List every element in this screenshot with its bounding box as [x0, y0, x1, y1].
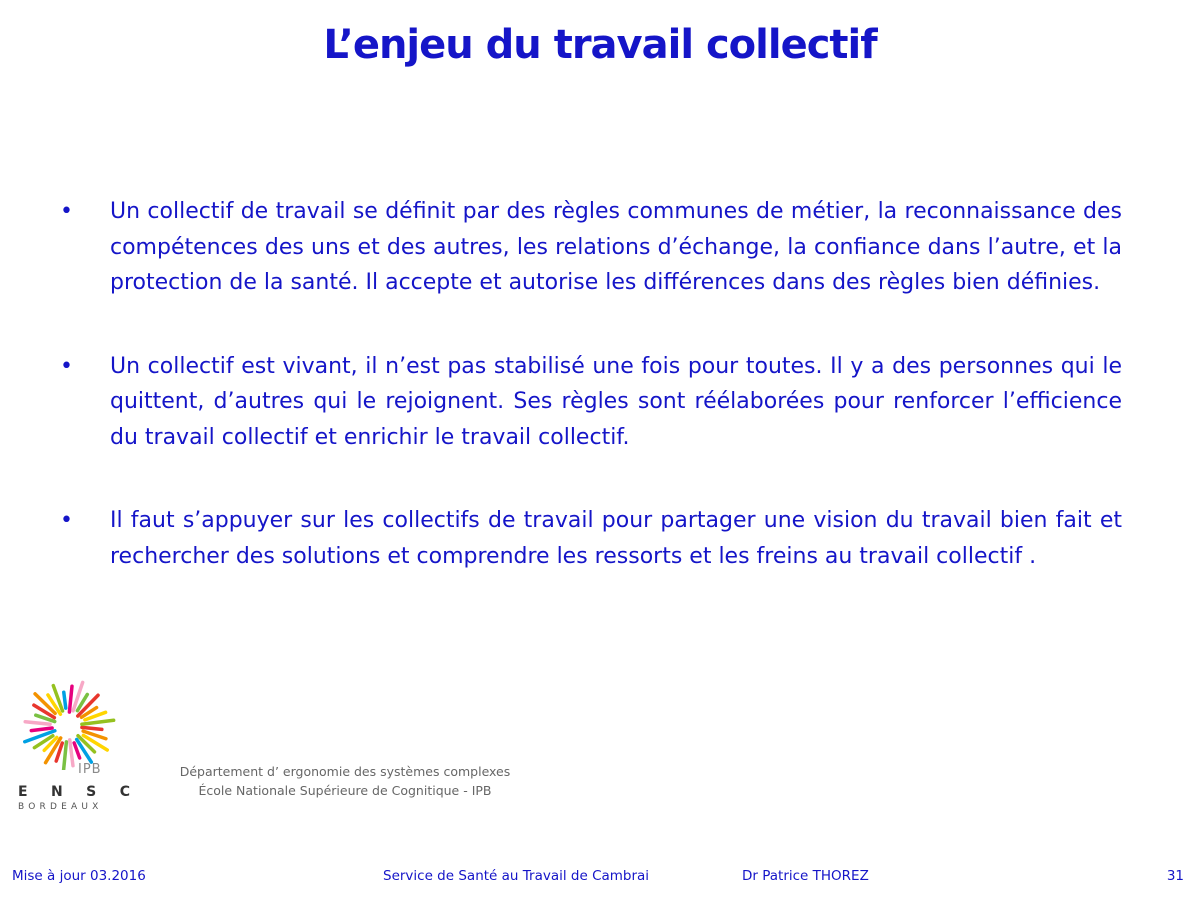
sunburst-ray: [82, 727, 102, 729]
logo-letter: E: [18, 784, 28, 800]
footer-service: Service de Santé au Travail de Cambrai: [383, 868, 650, 884]
logo-ipb-text: IPB: [78, 762, 102, 777]
slide-title: L’enjeu du travail collectif: [323, 22, 877, 68]
bullet-list: [60, 194, 1122, 622]
bullet-text: Un collectif est vivant, il n’est pas stabilisé une fois pour toutes. Il y a des personnes qui le quittent, d’autres qui le rejoignent. Ses règles sont réélaborées pour renforcer l’efficience du travail collectif et enrichir le travail collectif.: [110, 353, 1122, 450]
footer-update-date: Mise à jour 03.2016: [12, 868, 146, 884]
bullet-text: Un collectif de travail se définit par des règles communes de métier, la reconnaissance des compétences des uns et des autres, les relations d’échange, la confiance dans l’autre, et la protection de la santé. Il accepte et autorise les différences dans des règles bien définies.: [110, 199, 1122, 295]
sunburst-ray: [31, 728, 52, 731]
logo-bordeaux-text: BORDEAUX: [18, 802, 103, 812]
bullet-dot: •: [60, 508, 73, 533]
sunburst-ray: [63, 742, 66, 770]
bullet-text: Il faut s’appuyer sur les collectifs de travail pour partager une vision du travail bien fait et rechercher des solutions et comprendre les ressorts et les freins au travail collectif .: [110, 508, 1122, 569]
sunburst-ray: [70, 740, 73, 766]
sunburst-ray: [69, 686, 72, 712]
bullet-dot: •: [60, 353, 73, 379]
logo-letter: C: [119, 784, 130, 800]
bullet-item: [60, 503, 1122, 574]
logo-ensc-text: [18, 784, 130, 800]
sunburst-icon: [18, 680, 118, 770]
ensc-logo: [18, 680, 133, 815]
bullet-dot: •: [60, 199, 73, 224]
sunburst-ray: [64, 692, 66, 708]
department-caption: [150, 762, 540, 800]
sunburst-ray: [25, 722, 50, 724]
page-number: 31: [1166, 868, 1184, 884]
bullet-item: [60, 349, 1122, 456]
logo-letter: N: [51, 784, 63, 800]
bullet-item: [60, 194, 1122, 301]
logo-letter: S: [86, 784, 97, 800]
department-line: Département d’ ergonomie des systèmes complexes: [179, 764, 511, 779]
footer-author: Dr Patrice THOREZ: [742, 868, 869, 884]
school-line: École Nationale Supérieure de Cognitique - IPB: [198, 783, 492, 798]
